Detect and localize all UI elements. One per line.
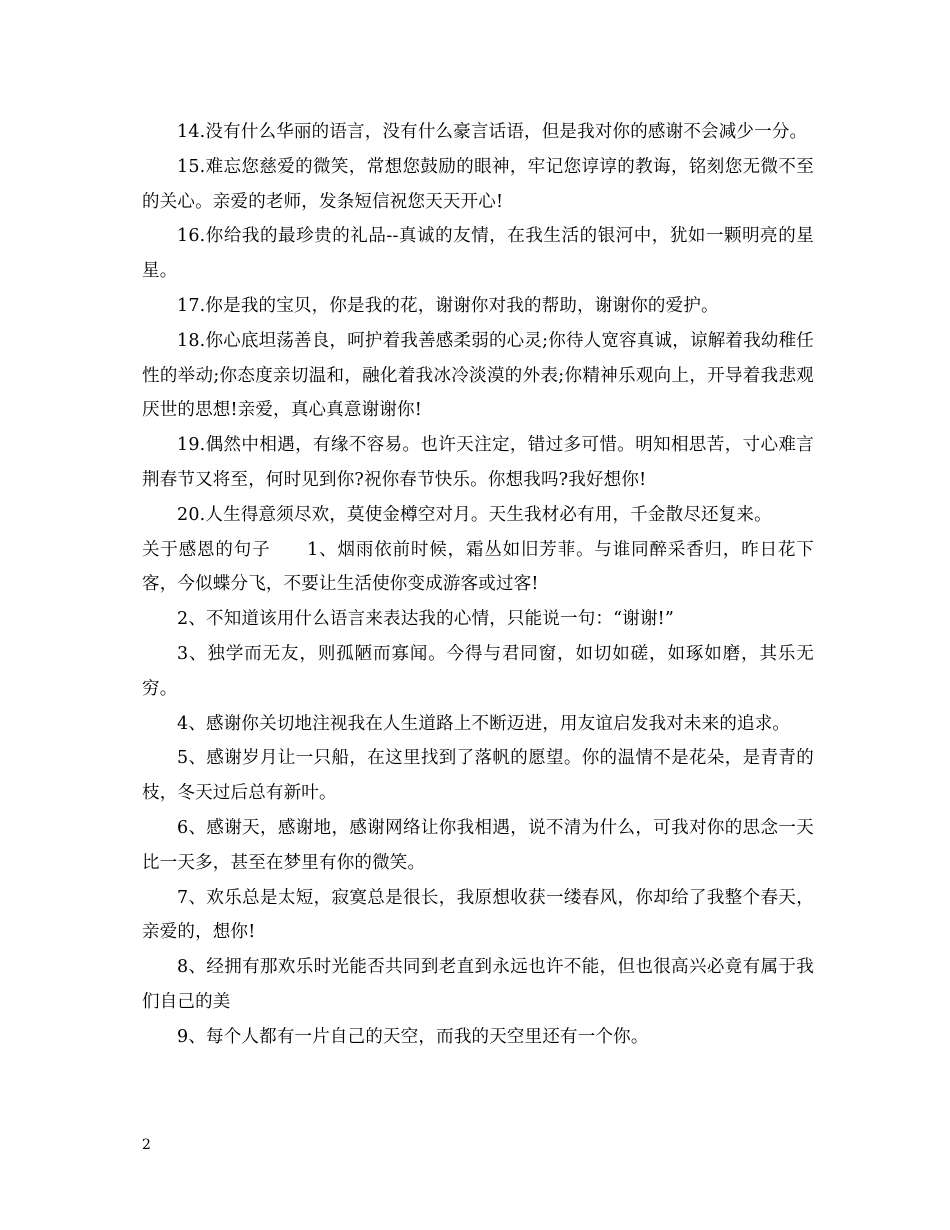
paragraph-gratitude-4: 4、感谢你关切地注视我在人生道路上不断迈进，用友谊启发我对未来的追求。: [177, 713, 791, 734]
paragraph-gratitude-2: 2、不知道该用什么语言来表达我的心情，只能说一句：“谢谢!”: [177, 609, 675, 630]
paragraph-17: 17.你是我的宝贝，你是我的花，谢谢你对我的帮助，谢谢你的爱护。: [177, 295, 719, 316]
paragraph-19: 19.偶然中相遇，有缘不容易。也许天注定，错过多可惜。明知相思苦，寸心难言荆春节又将至，何时见到你?祝你春节快乐。你想我吗?我好想你!: [142, 435, 814, 490]
page-number: 2: [142, 1137, 151, 1153]
paragraph-14: 14.没有什么华丽的语言，没有什么豪言话语，但是我对你的感谢不会减少一分。: [177, 122, 808, 142]
paragraph-gratitude-9: 9、每个人都有一片自己的天空，而我的天空里还有一个你。: [177, 1026, 649, 1047]
paragraph-gratitude-3: 3、独学而无友，则孤陋而寡闻。今得与君同窗，如切如磋，如琢如磨，其乐无穷。: [142, 643, 814, 699]
paragraph-gratitude-7: 7、欢乐总是太短，寂寞总是很长，我原想收获一缕春风，你却给了我整个春天，亲爱的，想你!: [142, 887, 814, 943]
paragraph-gratitude-8: 8、经拥有那欢乐时光能否共同到老直到永远也许不能，但也很高兴必竟有属于我们自己的美: [142, 957, 814, 1012]
paragraph-18: 18.你心底坦荡善良，呵护着我善感柔弱的心灵;你待人宽容真诚，谅解着我幼稚任性的举动;你态度亲切温和，融化着我冰冷淡漠的外表;你精神乐观向上，开导着我悲观厌世的思想!亲爱，真心真意谢谢你!: [142, 330, 814, 421]
paragraph-20: 20.人生得意须尽欢，莫使金樽空对月。天生我材必有用，千金散尽还复来。: [177, 504, 772, 525]
paragraph-15: 15.难忘您慈爱的微笑，常想您鼓励的眼神，牢记您谆谆的教诲，铭刻您无微不至的关心。亲爱的老师，发条短信祝您天天开心!: [142, 156, 814, 212]
paragraph-gratitude-6: 6、感谢天，感谢地，感谢网络让你我相遇，说不清为什么，可我对你的思念一天比一天多，甚至在梦里有你的微笑。: [142, 817, 814, 873]
document-body: [142, 115, 814, 1055]
paragraph-gratitude-5: 5、感谢岁月让一只船，在这里找到了落帆的愿望。你的温情不是花朵，是青青的枝，冬天过后总有新叶。: [142, 748, 814, 804]
paragraph-gratitude-heading-1: 关于感恩的句子 1、烟雨依前时候，霜丛如旧芳菲。与谁同醉采香归，昨日花下客，今似蝶分飞，不要让生活使你变成游客或过客!: [142, 539, 814, 595]
paragraph-16: 16.你给我的最珍贵的礼品--真诚的友情，在我生活的银河中，犹如一颗明亮的星星。: [142, 226, 814, 282]
